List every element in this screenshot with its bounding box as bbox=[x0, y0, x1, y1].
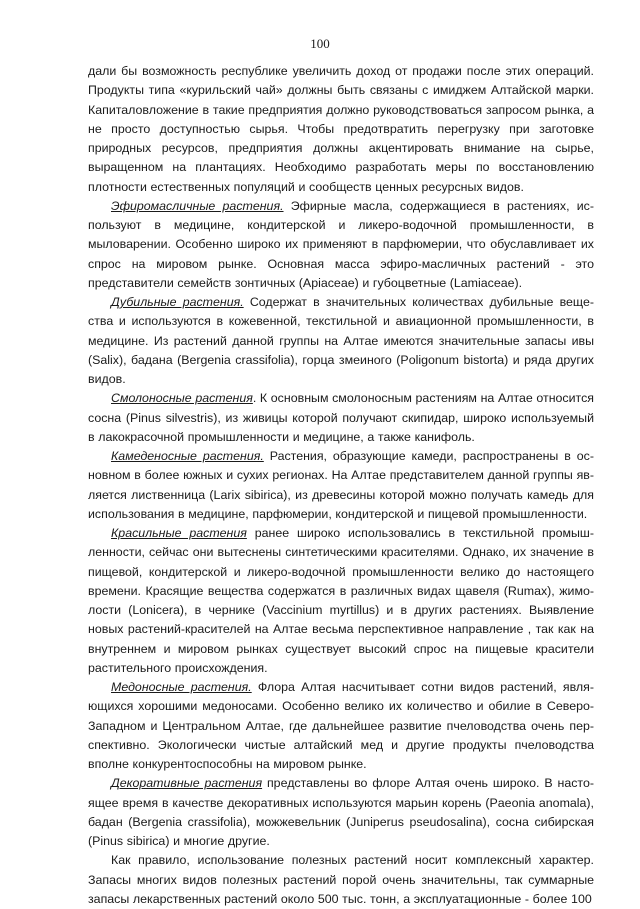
paragraph-conclusion bbox=[88, 851, 594, 909]
paragraph-text: Содержат в значительных количествах дубильные вещества и используются в кожевенной, текстильной и авиационной промышленности, в медицине. Из растений данной группы на Алтае имеются значительные запасы ивы (Salix), бадана (Bergenia crassifolia), горца змеиного (Poligonum bistorta) и ряда других видов. bbox=[88, 295, 594, 386]
section-term: Красильные растения bbox=[111, 526, 247, 540]
paragraph-text: Растения, образующие камеди, распространены в основном в более южных и сухих регионах. На Алтае представителем данной группы является лиственница (Larix sibirica), из древесины которой можно получать камедь для использования в медицине, парфюмерии, кондитерской и пищевой промышленности. bbox=[88, 449, 594, 521]
section-term: Дубильные растения. bbox=[111, 295, 244, 309]
paragraph-text: представлены во флоре Алтая очень широко. В настоящее время в качестве декоративных используются марьин корень (Paeonia anomala), бадан (Bergenia crassifolia), можжевельник (Juniperus pseudosalina), сосна сибирская (Pinus sibirica) и многие другие. bbox=[88, 776, 595, 848]
section-term: Эфиромасличные растения. bbox=[111, 198, 284, 213]
paragraph-text: . К основным смолоносным растениям на Алтае относится сосна (Pinus silvestris), из живицы которой получают скипидар, широко используемый в лакокрасочной промышленности и медицине, а также канифоль. bbox=[88, 391, 594, 444]
paragraph-resin-plants bbox=[88, 389, 594, 447]
paragraph-dye-plants bbox=[88, 524, 594, 678]
paragraph-gum-plants bbox=[88, 447, 594, 524]
section-term: Смолоносные растения bbox=[111, 391, 253, 406]
paragraph-text: Эфирные масла, содержащиеся в растениях, используют в медицине, кондитерской и ликеро-водочной промышленности, в мыловарении. Особенно широко их применяют в парфюмерии, что обуславливает их спрос на мировом рынке. Основная масса эфиро-масличных растений - это представители семейств зонтичных (Apiaceae) и губоцветные (Lamiaceae). bbox=[88, 198, 594, 290]
page-number: 100 bbox=[310, 36, 330, 51]
section-term: Камеденосные растения. bbox=[111, 449, 264, 463]
body-text bbox=[88, 62, 594, 909]
paragraph-text: ранее широко использовались в текстильной промышленности, сейчас они вытеснены синтетическими красителями. Однако, их значение в пищевой, кондитерской и ликеро-водочной промышленности велико до настоящего времени. Красящие вещества содержатся в различных видах щавеля (Rumax), жимолости (Lonicera), в чернике (Vaccinium myrtillus) и в других растениях. Выявление новых растений-красителей на Алтае весьма перспективное направление , так как на внутреннем и мировом рынках существует высокий спрос на пищевые красители растительного происхождения. bbox=[88, 526, 594, 675]
paragraph-text: Как правило, использование полезных растений носит комплексный характер. Запасы многих видов полезных растений порой очень значительны, так суммарные запасы лекарственных растений около 500 тыс. тонн, а эксплуатационные - более 100 bbox=[88, 853, 594, 906]
section-term: Декоративные растения bbox=[111, 776, 263, 791]
section-term: Медоносные растения. bbox=[111, 680, 252, 694]
paragraph-tannin-plants bbox=[88, 293, 594, 389]
paragraph-intro-continuation bbox=[88, 62, 594, 197]
paragraph-honey-plants bbox=[88, 678, 594, 774]
paragraph-text: Флора Алтая насчитывает сотни видов растений, являющихся хорошими медоносами. Особенно велико их количество и обилие в Северо-Западном и Центральном Алтае, где дальнейшее развитие пчеловодства очень перспективно. Экологически чистые алтайский мед и другие продукты пчеловодства вполне конкурентоспособны на мировом рынке. bbox=[88, 680, 594, 771]
paragraph-ornamental-plants bbox=[88, 774, 594, 851]
paragraph-essential-oil-plants bbox=[88, 197, 594, 293]
paragraph-text: дали бы возможность республике увеличить доход от продажи после этих операций. Продукты типа «курильский чай» должны быть связаны с имиджем Алтайской марки. Капиталовложение в такие предприятия должно руководствоваться запросом рынка, а не просто доступностью сырья. Чтобы предотвратить перегрузку при заготовке природных ресурсов, предприятия должны акцентировать внимание на сырье, выращенном на плантациях. Необходимо разработать меры по восстановлению плотности естественных популяций и сообществ ценных ресурсных видов. bbox=[88, 64, 594, 194]
